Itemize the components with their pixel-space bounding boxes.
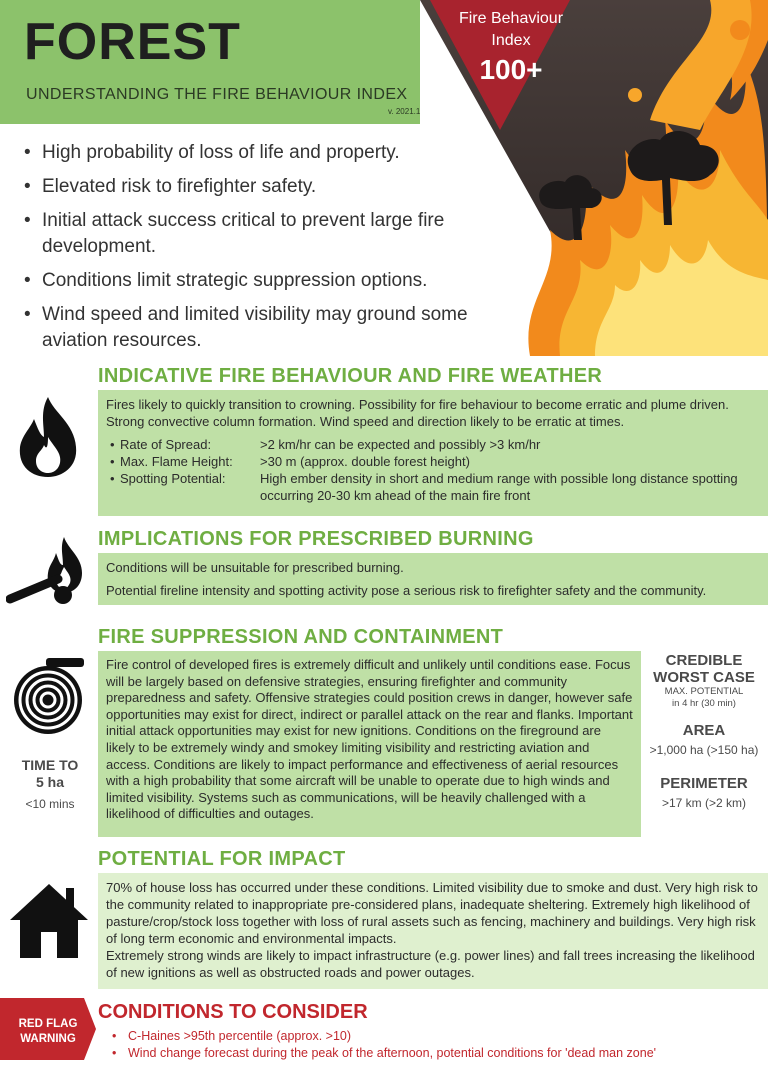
- fbi-value: 100+: [479, 54, 543, 85]
- impact-text-2: Extremely strong winds are likely to impact infrastructure (e.g. power lines) and fall trees increasing the likelihood of new ignitions as well as obstructed roads and power outages.: [106, 948, 755, 980]
- impact-panel: [98, 873, 768, 989]
- burning-match-icon: [6, 535, 90, 615]
- suppression-heading: FIRE SUPPRESSION AND CONTAINMENT: [98, 626, 504, 648]
- perimeter-label: PERIMETER: [660, 775, 748, 792]
- fire-behaviour-text: Fires likely to quickly transition to crowning. Possibility for fire behaviour to become erratic and plume driven. Strong convective column formation. Wind speed and direction likely to be erratic at times.: [106, 397, 729, 429]
- time-to-value: <10 mins: [25, 797, 75, 811]
- list-item: • Wind change forecast during the peak of the afternoon, potential conditions for 'dead man zone': [112, 1045, 656, 1062]
- fbi-label: Fire Behaviour Index: [458, 10, 564, 49]
- conditions-heading: CONDITIONS TO CONSIDER: [98, 1001, 368, 1023]
- impact-heading: POTENTIAL FOR IMPACT: [98, 848, 346, 870]
- suppression-panel: [98, 651, 641, 837]
- list-item: • Conditions limit strategic suppression options.: [24, 268, 524, 294]
- impact-text-1: 70% of house loss has occurred under these conditions. Limited visibility due to smoke and dust. Very high risk to the community related to inappropriate pre-considered plans, inadequate sheltering. Extremely high likelihood of pasture/crop/stock loss together with loss of rural assets such as fencing, machinery and buildings. Very high risk of long term economic and environmental impacts.: [106, 880, 758, 946]
- house-icon: [8, 880, 90, 960]
- perimeter-value: >17 km (>2 km): [661, 796, 747, 810]
- flame-icon: [10, 395, 86, 479]
- prescribed-text-2: Potential fireline intensity and spotting activity pose a serious risk to firefighter safety and the community.: [106, 583, 707, 598]
- list-item: • High probability of loss of life and property.: [24, 140, 524, 166]
- fire-behaviour-list: [106, 436, 760, 504]
- list-item: • C-Haines >95th percentile (approx. >10): [112, 1028, 656, 1045]
- area-value: >1,000 ha (>150 ha): [649, 743, 759, 757]
- red-flag-label: RED FLAG WARNING: [18, 1018, 78, 1045]
- prescribed-heading: IMPLICATIONS FOR PRESCRIBED BURNING: [98, 528, 534, 550]
- fire-behaviour-panel: [98, 390, 768, 516]
- list-item: • Rate of Spread: >2 km/hr can be expected and possibly >3 km/hr: [106, 436, 760, 453]
- credible-worst-case: CREDIBLE WORST CASE MAX. POTENTIAL in 4 hr (30 min) AREA >1,000 ha (>150 ha) PERIMETER >17 km (>2 km): [645, 652, 763, 810]
- time-to-label: TIME TO 5 ha <10 mins: [10, 757, 90, 811]
- conditions-list: [112, 1028, 656, 1062]
- list-item: • Wind speed and limited visibility may ground some aviation resources.: [24, 302, 524, 354]
- fire-behaviour-heading: INDICATIVE FIRE BEHAVIOUR AND FIRE WEATHER: [98, 365, 603, 387]
- area-label: AREA: [682, 722, 726, 739]
- page-subtitle: UNDERSTANDING THE FIRE BEHAVIOUR INDEX: [26, 86, 408, 103]
- prescribed-panel: [98, 553, 768, 605]
- list-item: • Max. Flame Height: >30 m (approx. double forest height): [106, 453, 760, 470]
- list-item: • Initial attack success critical to prevent large fire development.: [24, 208, 524, 260]
- version-label: v. 2021.1: [388, 107, 421, 116]
- prescribed-text-1: Conditions will be unsuitable for prescribed burning.: [106, 560, 404, 575]
- page-title: FOREST: [24, 13, 241, 71]
- list-item: • Elevated risk to firefighter safety.: [24, 174, 524, 200]
- list-item: • Spotting Potential: High ember density in short and medium range with possible long distance spotting occurring 20-30 km ahead of the main fire front: [106, 470, 760, 504]
- intro-bullet-list: [24, 140, 524, 362]
- fire-hose-icon: [10, 654, 86, 738]
- suppression-text: Fire control of developed fires is extremely difficult and unlikely until conditions ease. Focus will be largely based on defensive strategies, ensuring firefighter and community preparedness and safety. Offensive strategies could position crews in danger, however safe opportunities may exist for direct, indirect or parallel attack on the rear and flanks. Important initial attack opportunities may exist for new ignitions. Conditions on the fireground are likely to be extremely windy and smokey limiting visibility and restricting aviation and access. Conditions are likely to impact performance and effectiveness of aerial resources with a high probability that some aircraft will be unable to operate due to high winds and limited visibility. Systems such as communications, will be heavily challenged with a likelihood of difficulties and outages.: [106, 657, 633, 822]
